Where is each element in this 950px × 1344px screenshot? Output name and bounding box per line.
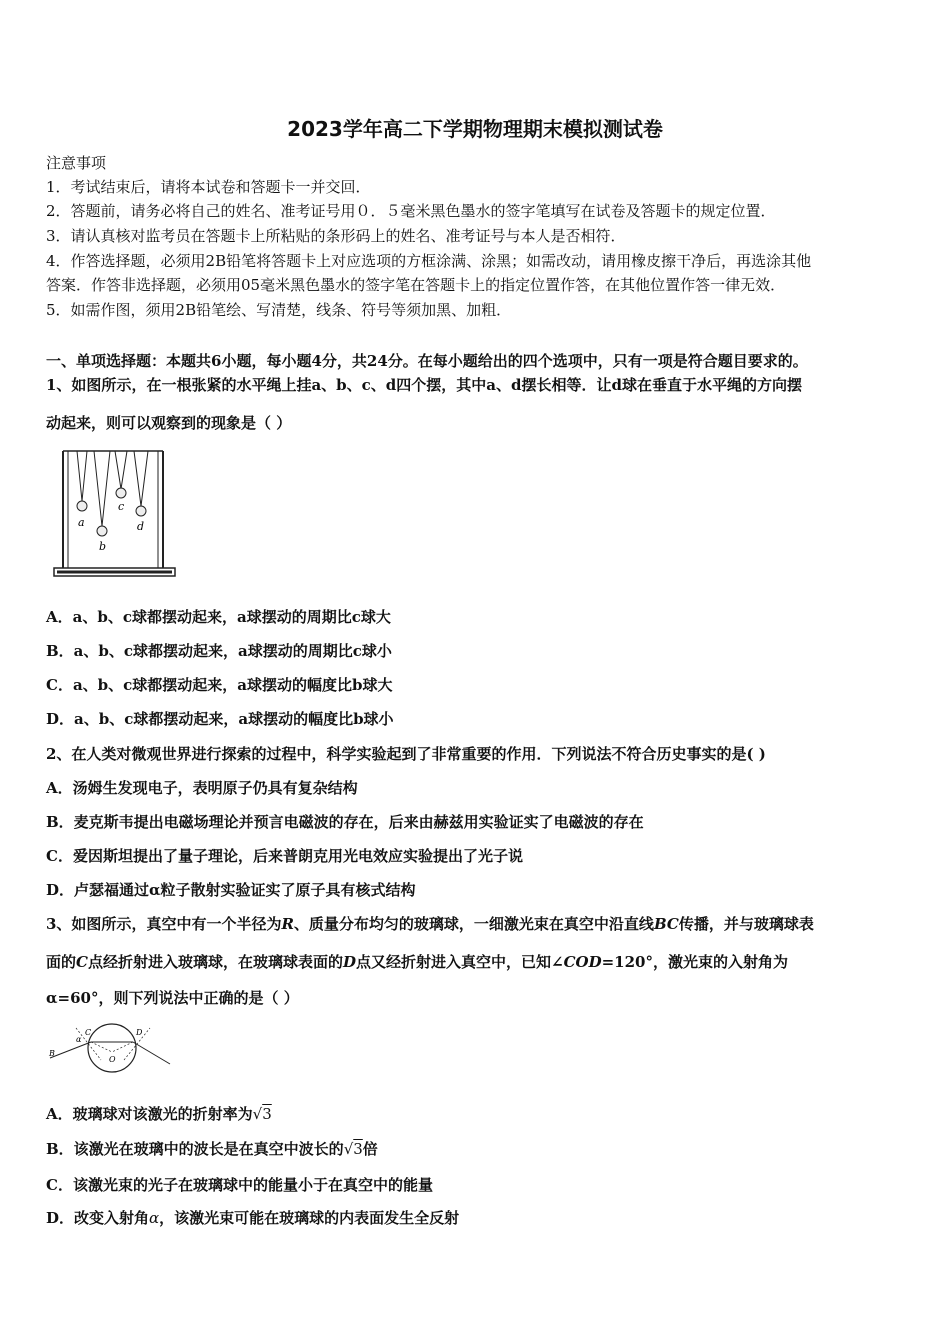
q3-stem: α=60°，则下列说法中正确的是（ ）: [46, 989, 299, 1007]
notice-item: 4．作答选择题，必须用2B铅笔将答题卡上对应选项的方框涂满、涂黑；如需改动，请用橡皮擦干净后，再选涂其他: [46, 252, 812, 270]
figure-label: D: [136, 1028, 143, 1037]
figure-label: C: [85, 1028, 92, 1037]
q2-option: D．卢瑟福通过α粒子散射实验证实了原子具有核式结构: [46, 881, 416, 899]
pendulum-label: c: [118, 500, 125, 513]
sqrt-symbol: √: [252, 1105, 263, 1123]
var-C: C: [76, 953, 88, 971]
q3-stem-text: =120°，激光束的入射角为: [601, 953, 788, 971]
glass-sphere-figure: [46, 1020, 176, 1076]
q3-option: [46, 1139, 378, 1159]
page-title: 2023学年高二下学期物理期末模拟测试卷: [287, 117, 663, 141]
q1-option: C．a、b、c球都摆动起来，a球摆动的幅度比b球大: [46, 676, 393, 694]
q3-option: [46, 1208, 459, 1228]
option-text: D．改变入射角: [46, 1209, 150, 1227]
section-heading: 一、单项选择题：本题共6小题，每小题4分，共24分。在每小题给出的四个选项中，只有一项是符合题目要求的。: [46, 352, 808, 370]
q3-option: [46, 1104, 272, 1124]
var-R: R: [281, 915, 294, 933]
var-D: D: [342, 953, 356, 971]
option-text: 倍: [362, 1140, 378, 1158]
pendulum-figure: [52, 446, 177, 578]
pendulum-label: b: [99, 540, 107, 553]
q2-stem: 2、在人类对微观世界进行探索的过程中，科学实验起到了非常重要的作用．下列说法不符合历史事实的是( ): [46, 745, 766, 763]
notice-item: 2．答题前，请务必将自己的姓名、准考证号用０．５毫米黑色墨水的签字笔填写在试卷及答题卡的规定位置．: [46, 202, 776, 220]
pendulum-label: a: [78, 516, 85, 529]
pendulum-label: d: [137, 520, 145, 533]
q3-stem-text: 3、如图所示，真空中有一个半径为: [46, 915, 282, 933]
q3-stem-text: 点经折射进入玻璃球，在玻璃球表面的: [87, 953, 343, 971]
notice-item: 1．考试结束后，请将本试卷和答题卡一并交回．: [46, 178, 371, 196]
q3-stem-text: 传播，并与玻璃球表: [678, 915, 814, 933]
figure-label: O: [109, 1055, 116, 1064]
math-value: 3: [262, 1105, 272, 1123]
q1-option: D．a、b、c球都摆动起来，a球摆动的幅度比b球小: [46, 710, 394, 728]
notice-item: 3．请认真核对监考员在答题卡上所粘贴的条形码上的姓名、准考证号与本人是否相符．: [46, 227, 626, 245]
option-text: ，该激光束可能在玻璃球的内表面发生全反射: [159, 1209, 460, 1227]
q3-stem-text: 面的: [46, 953, 77, 971]
q3-stem-text: 点又经折射进入真空中，已知∠: [356, 953, 564, 971]
q3-stem: [46, 952, 788, 972]
notice-item: 答案．作答非选择题，必须用05毫米黑色墨水的签字笔在答题卡上的指定位置作答，在其他位置作答一律无效．: [46, 276, 786, 294]
math-value: 3: [353, 1140, 363, 1158]
q2-option: B．麦克斯韦提出电磁场理论并预言电磁波的存在，后来由赫兹用实验证实了电磁波的存在: [46, 813, 644, 831]
q3-stem-text: 、质量分布均匀的玻璃球，一细激光束在真空中沿直线: [293, 915, 654, 933]
q1-option: B．a、b、c球都摆动起来，a球摆动的周期比c球小: [46, 642, 392, 660]
var-BC: BC: [653, 915, 679, 933]
q1-stem: 1、如图所示，在一根张紧的水平绳上挂a、b、c、d四个摆，其中a、d摆长相等．让d球在垂直于水平绳的方向摆: [46, 376, 802, 394]
q1-stem: 动起来，则可以观察到的现象是（ ）: [46, 414, 292, 432]
notice-item: 5．如需作图，须用2B铅笔绘、写清楚，线条、符号等须加黑、加粗．: [46, 301, 512, 319]
option-text: A．玻璃球对该激光的折射率为: [46, 1105, 253, 1123]
figure-label: B: [49, 1049, 55, 1058]
q2-option: C．爱因斯坦提出了量子理论，后来普朗克用光电效应实验提出了光子说: [46, 847, 523, 865]
q1-option: A．a、b、c球都摆动起来，a球摆动的周期比c球大: [46, 608, 391, 626]
math-alpha: α: [149, 1209, 160, 1227]
option-text: B．该激光在玻璃中的波长是在真空中波长的: [46, 1140, 344, 1158]
sqrt-symbol: √: [343, 1140, 354, 1158]
q3-stem: [46, 914, 814, 934]
notice-heading: 注意事项: [46, 154, 107, 172]
var-COD: COD: [563, 953, 602, 971]
q2-option: A．汤姆生发现电子，表明原子仍具有复杂结构: [46, 779, 358, 797]
figure-label: α: [76, 1035, 82, 1044]
q3-option: C．该激光束的光子在玻璃球中的能量小于在真空中的能量: [46, 1176, 433, 1194]
